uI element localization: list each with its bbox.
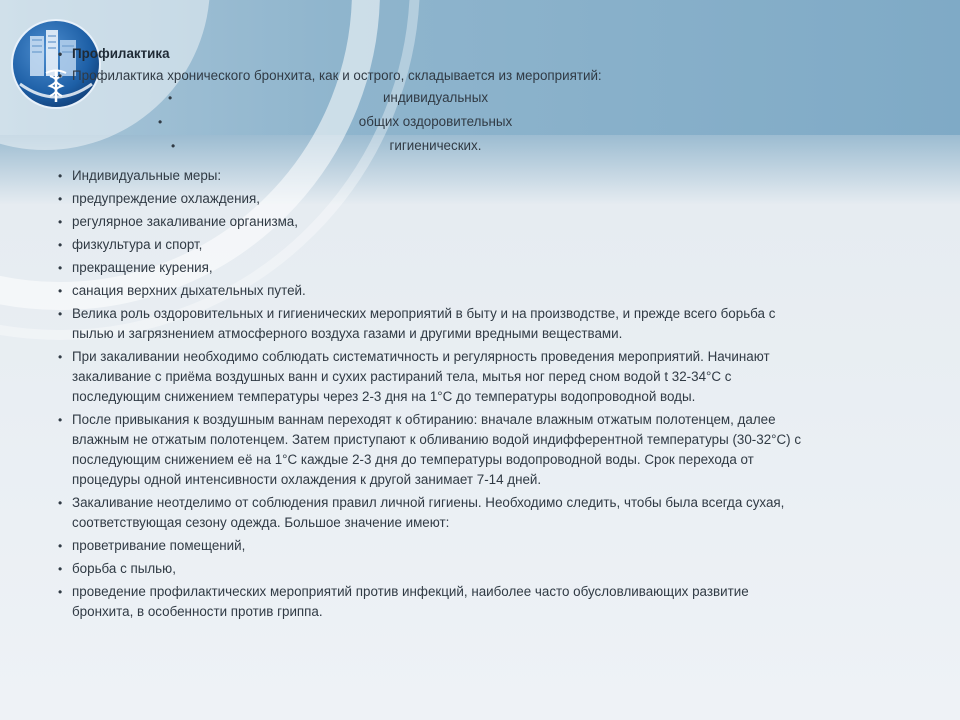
list-item-text: При закаливании необходимо соблюдать систематичность и регулярность проведения мероприятий. Начинают закаливание с приёма воздушных ванн и сухих растираний тела, мытья ног перед сном водой t 32-34°С с последующим снижением температуры через 2-3 дня на 1°С до температуры водопроводной воды. [72, 349, 770, 404]
list-item [58, 536, 803, 556]
bullet: • [58, 496, 63, 510]
bullet: • [171, 139, 176, 153]
bullet: • [58, 307, 63, 321]
list-item-text: санация верхних дыхательных путей. [72, 283, 306, 298]
list-item [58, 166, 803, 186]
bullet: • [58, 47, 63, 61]
list-item [58, 212, 803, 232]
list-item-text: Велика роль оздоровительных и гигиенических мероприятий в быту и на производстве, и прежде всего борьба с пылью и загрязнением атмосферного воздуха газами и другими вредными веществами. [72, 306, 776, 341]
sub-item-text: гигиенических. [389, 138, 482, 153]
list-item [58, 189, 803, 209]
list-item-text: проветривание помещений, [72, 538, 246, 553]
bullet: • [58, 215, 63, 229]
bullet: • [58, 192, 63, 206]
list-item [58, 559, 803, 579]
bullet: • [58, 539, 63, 553]
bullet: • [58, 284, 63, 298]
bullet: • [58, 350, 63, 364]
slide-content [58, 44, 803, 625]
list-item-text: регулярное закаливание организма, [72, 214, 298, 229]
list-item [58, 493, 803, 533]
list-item-intro [58, 66, 803, 86]
list-item-title [58, 44, 803, 64]
intro-text: Профилактика хронического бронхита, как и острого, складывается из мероприятий: [72, 68, 602, 83]
list-item [58, 582, 803, 622]
sub-item [58, 88, 803, 112]
list-item-text: Индивидуальные меры: [72, 168, 222, 183]
sub-item-text: индивидуальных [382, 90, 489, 105]
list-item [58, 304, 803, 344]
sub-item-text: общих оздоровительных [358, 114, 513, 129]
bullet: • [58, 69, 63, 83]
slide-title: Профилактика [72, 46, 170, 61]
list-item-text: После привыкания к воздушным ваннам переходят к обтиранию: вначале влажным отжатым полотенцем, далее влажным не отжатым полотенцем. Затем приступают к обливанию водой индифферентной температуры (30-32°С) с последующим снижением её на 1°С каждые 2-3 дня до температуры водопроводной воды. Срок перехода от процедуры одной интенсивности охлаждения к другой занимает 7-14 дней. [72, 412, 802, 487]
bullet: • [58, 169, 63, 183]
bullet: • [58, 261, 63, 275]
list-item [58, 281, 803, 301]
list-item-text: физкультура и спорт, [72, 237, 203, 252]
list-item-text: предупреждение охлаждения, [72, 191, 260, 206]
list-item [58, 347, 803, 407]
list-item-text: прекращение курения, [72, 260, 213, 275]
list-item [58, 258, 803, 278]
bullet: • [58, 585, 63, 599]
list-item-text: проведение профилактических мероприятий против инфекций, наиболее часто обусловливающих развитие бронхита, в особенности против гриппа. [72, 584, 749, 619]
list-item-text: Закаливание неотделимо от соблюдения правил личной гигиены. Необходимо следить, чтобы была всегда сухая, соответствующая сезону одежда. Большое значение имеют: [72, 495, 785, 530]
list-item [58, 235, 803, 255]
sub-item [58, 112, 803, 136]
sub-item [58, 136, 803, 160]
bullet: • [58, 238, 63, 252]
bullet: • [58, 413, 63, 427]
list-item [58, 410, 803, 490]
list-item-text: борьба с пылью, [72, 561, 176, 576]
bullet: • [168, 91, 173, 105]
bullet: • [158, 115, 163, 129]
bullet: • [58, 562, 63, 576]
